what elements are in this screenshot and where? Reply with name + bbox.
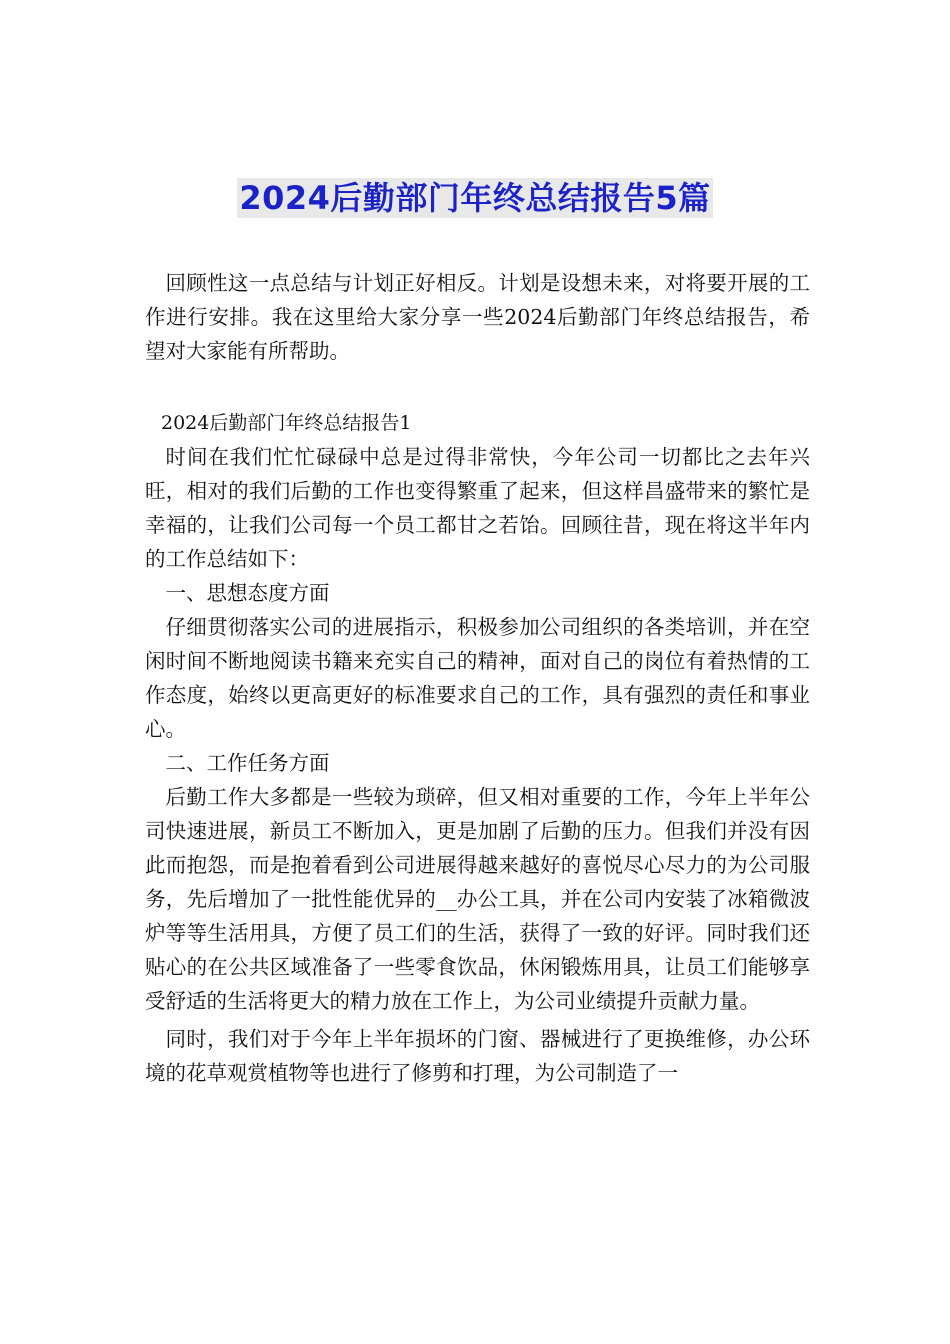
document-title: 2024后勤部门年终总结报告5篇 xyxy=(239,179,711,217)
heading-1: 一、思想态度方面 xyxy=(165,581,330,605)
section-title: 2024后勤部门年终总结报告1 xyxy=(161,412,412,434)
intro-paragraph: 回顾性这一点总结与计划正好相反。计划是设想未来，对将要开展的工作进行安排。我在这里给大家分享一些2024后勤部门年终总结报告，希望对大家能有所帮助。 xyxy=(145,271,810,363)
blank-line xyxy=(145,368,810,402)
body-paragraph-4: 同时，我们对于今年上半年损坏的门窗、器械进行了更换维修，办公环境的花草观赏植物等也进行了修剪和打理，为公司制造了一 xyxy=(145,1027,810,1085)
body-paragraph-3: 后勤工作大多都是一些较为琐碎，但又相对重要的工作，今年上半年公司快速进展，新员工不断加入，更是加剧了后勤的压力。但我们并没有因此而抱怨，而是抱着看到公司进展得越来越好的喜悦尽心尽力的为公司服务，先后增加了一批性能优异的__办公工具，并在公司内安装了冰箱微波炉等等生活用具，方便了员工们的生活，获得了一致的好评。同时我们还贴心的在公共区域准备了一些零食饮品，休闲锻炼用具，让员工们能够享受舒适的生活将更大的精力放在工作上，为公司业绩提升贡献力量。 xyxy=(145,785,810,1013)
body-paragraph-1: 时间在我们忙忙碌碌中总是过得非常快，今年公司一切都比之去年兴旺，相对的我们后勤的工作也变得繁重了起来，但这样昌盛带来的繁忙是幸福的，让我们公司每一个员工都甘之若饴。回顾往昔，现在将这半年内的工作总结如下： xyxy=(145,445,810,571)
document-body xyxy=(145,266,810,1090)
body-paragraph-2: 仔细贯彻落实公司的进展指示，积极参加公司组织的各类培训，并在空闲时间不断地阅读书籍来充实自己的精神，面对自己的岗位有着热情的工作态度，始终以更高更好的标准要求自己的工作，具有强烈的责任和事业心。 xyxy=(145,615,810,741)
heading-2: 二、工作任务方面 xyxy=(165,751,330,775)
title-block xyxy=(0,178,950,218)
